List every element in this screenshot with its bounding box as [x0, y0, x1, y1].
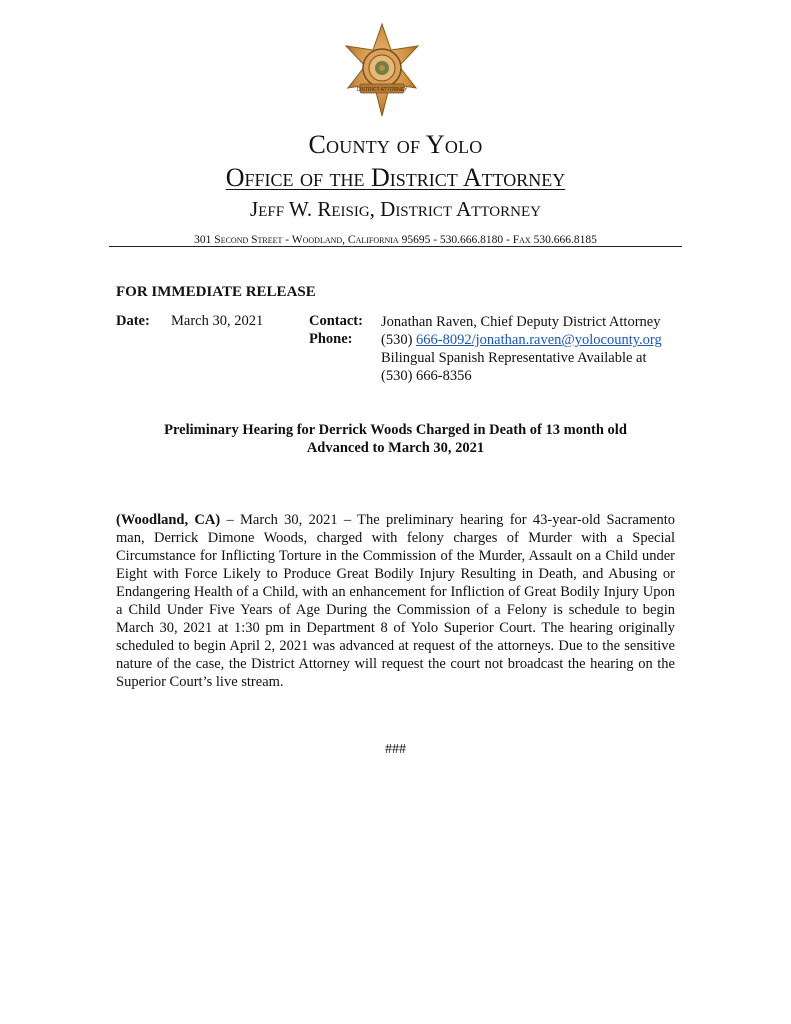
county-title: County of Yolo	[308, 130, 483, 159]
sheriff-star-badge-icon	[340, 22, 424, 130]
headline	[110, 421, 681, 457]
end-mark: ###	[385, 742, 406, 757]
headline-line-2: Advanced to March 30, 2021	[306, 440, 485, 456]
district-attorney-name: Jeff W. Reisig, District Attorney	[250, 197, 541, 221]
office-title-text: Office of the District Attorney	[225, 163, 566, 192]
contact-name: Jonathan Raven, Chief Deputy District Attorney	[381, 314, 661, 330]
badge-text: DISTRICT ATTORNEY	[356, 87, 408, 93]
release-body	[116, 511, 675, 691]
date-value: March 30, 2021	[171, 313, 264, 329]
contact-details	[381, 313, 662, 385]
date-label: Date:	[116, 313, 150, 329]
release-label: FOR IMMEDIATE RELEASE	[116, 284, 316, 300]
body-text: – March 30, 2021 – The preliminary hearing for 43-year-old Sacramento man, Derrick Dimone Woods, charged with felony charges of Murder with a Special Circumstance for Inflicting Torture in the Commission of the Murder, Assault on a Child under Eight with Force Likely to Produce Great Bodily Injury Resulting in Death, and Abusing or Endangering Health of a Child, with an enhancement for Infliction of Great Bodily Injury Upon a Child Under Five Years of Age During the Commission of a Felony is schedule to begin March 30, 2021 at 1:30 pm in Department 8 of Yolo Superior Court. The hearing originally scheduled to begin April 2, 2021 was advanced at request of the attorneys. Due to the sensitive nature of the case, the District Attorney will request the court not broadcast the hearing on the Superior Court’s live stream.	[116, 512, 675, 690]
contact-phone-line	[381, 331, 662, 349]
phone-label: Phone:	[309, 331, 353, 347]
bilingual-line-1: Bilingual Spanish Representative Available at	[381, 350, 647, 366]
contact-email-link[interactable]: 666-8092/jonathan.raven@yolocounty.org	[416, 332, 662, 348]
dateline: (Woodland, CA)	[116, 512, 221, 528]
bilingual-line-2: (530) 666-8356	[381, 368, 472, 384]
office-address: 301 Second Street - Woodland, California 95695 - 530.666.8180 - Fax 530.666.8185	[194, 234, 597, 246]
contact-label: Contact:	[309, 313, 363, 329]
phone-prefix: (530)	[381, 332, 417, 348]
headline-line-1: Preliminary Hearing for Derrick Woods Charged in Death of 13 month old	[164, 422, 627, 438]
header-divider	[109, 246, 682, 247]
office-title	[0, 163, 791, 193]
